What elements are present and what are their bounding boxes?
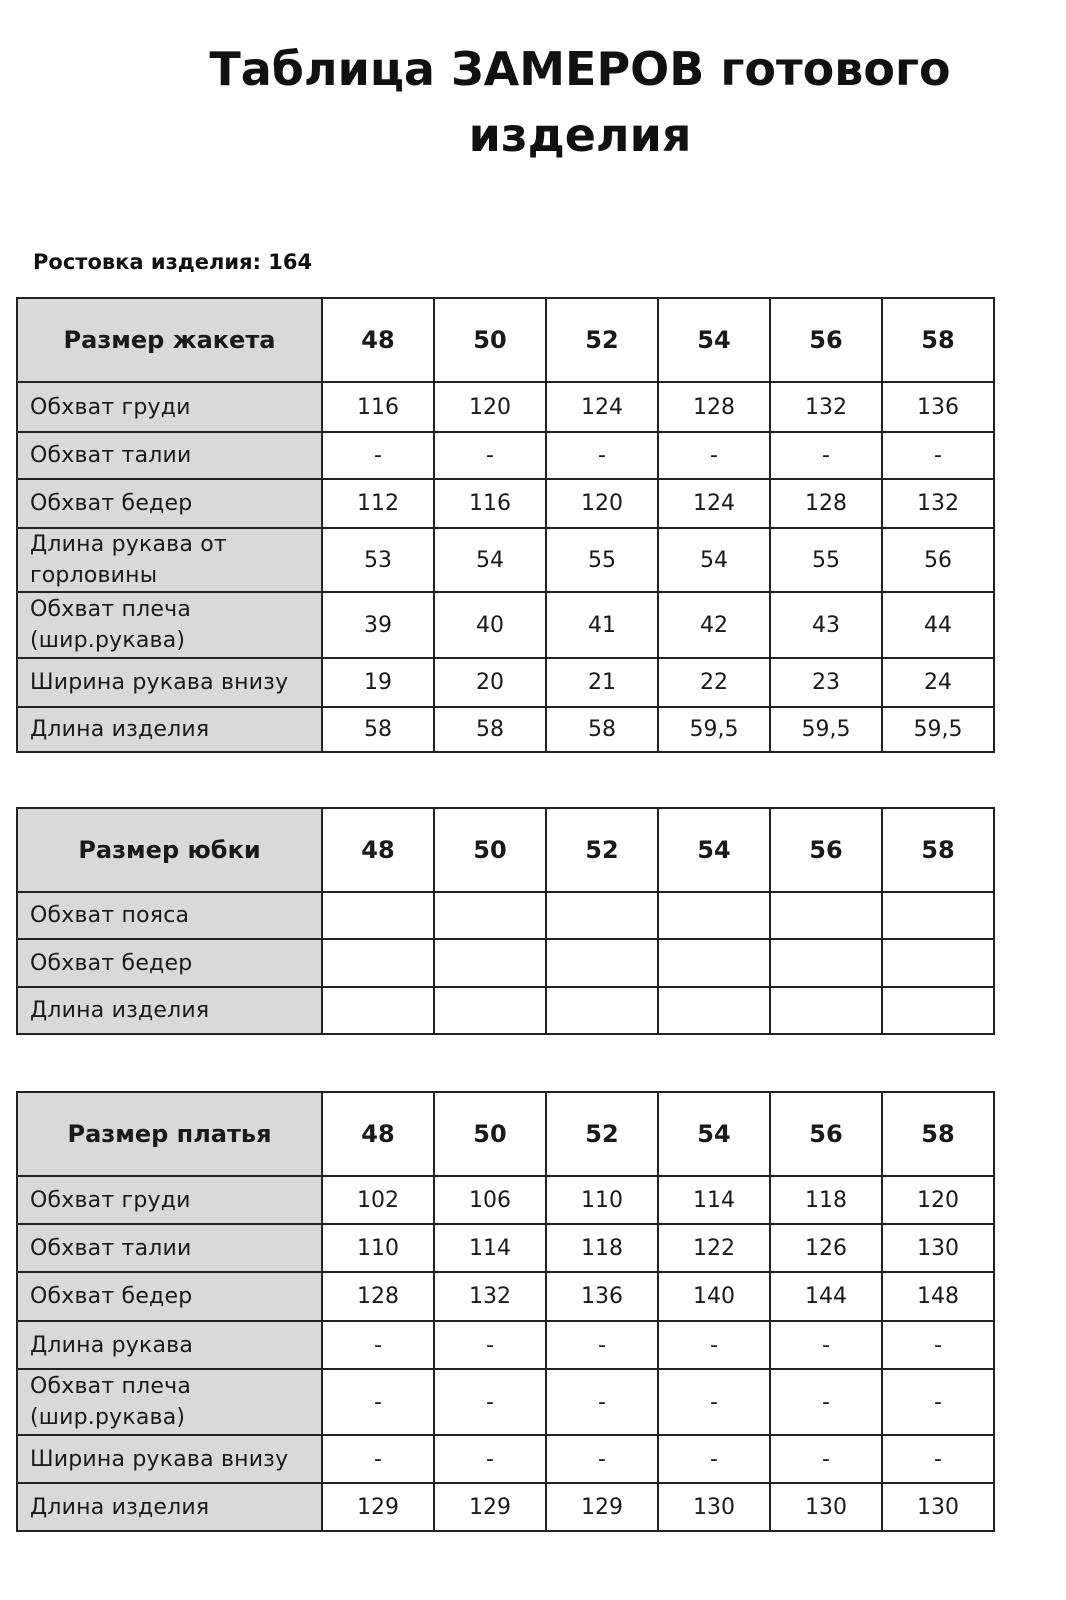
size-header-cell: 54	[658, 298, 770, 382]
table-row	[17, 939, 994, 987]
table-header-label: Размер юбки	[17, 808, 322, 892]
table-row	[17, 1176, 994, 1224]
size-header-cell: 58	[882, 298, 994, 382]
value-cell: 140	[658, 1272, 770, 1321]
value-cell: 118	[546, 1224, 658, 1272]
row-label: Обхват бедер	[17, 1272, 322, 1321]
value-cell	[658, 892, 770, 939]
value-cell: 132	[770, 382, 882, 432]
value-cell: 124	[546, 382, 658, 432]
table-header-label: Размер жакета	[17, 298, 322, 382]
table-row	[17, 592, 994, 658]
value-cell: 114	[434, 1224, 546, 1272]
size-header-cell: 56	[770, 298, 882, 382]
value-cell	[882, 987, 994, 1034]
value-cell	[546, 892, 658, 939]
value-cell: 58	[322, 707, 434, 752]
value-cell: 58	[546, 707, 658, 752]
value-cell: 54	[658, 528, 770, 592]
value-cell: -	[546, 1321, 658, 1369]
size-header-cell: 56	[770, 808, 882, 892]
value-cell: 20	[434, 658, 546, 707]
size-header-cell: 50	[434, 808, 546, 892]
table-row	[17, 1321, 994, 1369]
value-cell: -	[882, 1435, 994, 1483]
value-cell: 56	[882, 528, 994, 592]
row-label: Длина изделия	[17, 987, 322, 1034]
table-row	[17, 1435, 994, 1483]
value-cell: 110	[322, 1224, 434, 1272]
value-cell: 116	[434, 479, 546, 528]
table-row	[17, 528, 994, 592]
value-cell: 43	[770, 592, 882, 658]
size-header-cell: 58	[882, 808, 994, 892]
value-cell: 40	[434, 592, 546, 658]
value-cell: 24	[882, 658, 994, 707]
value-cell: 54	[434, 528, 546, 592]
table-row	[17, 479, 994, 528]
jacket-size-table	[16, 297, 995, 753]
value-cell: -	[658, 432, 770, 479]
row-label: Обхват бедер	[17, 479, 322, 528]
value-cell: 128	[658, 382, 770, 432]
value-cell: 110	[546, 1176, 658, 1224]
value-cell: 118	[770, 1176, 882, 1224]
size-header-cell: 48	[322, 808, 434, 892]
value-cell: 21	[546, 658, 658, 707]
row-label: Обхват пояса	[17, 892, 322, 939]
value-cell: 126	[770, 1224, 882, 1272]
value-cell: -	[434, 1321, 546, 1369]
value-cell: -	[322, 1321, 434, 1369]
value-cell: 129	[322, 1483, 434, 1531]
value-cell: 120	[882, 1176, 994, 1224]
value-cell: -	[770, 432, 882, 479]
value-cell: 55	[546, 528, 658, 592]
size-header-cell: 50	[434, 298, 546, 382]
value-cell	[882, 892, 994, 939]
value-cell: -	[546, 432, 658, 479]
value-cell: 132	[882, 479, 994, 528]
row-label: Обхват груди	[17, 1176, 322, 1224]
value-cell: 130	[882, 1483, 994, 1531]
row-label: Обхват плеча (шир.рукава)	[17, 592, 322, 658]
table-header-row	[17, 808, 994, 892]
size-header-cell: 50	[434, 1092, 546, 1176]
value-cell: -	[658, 1321, 770, 1369]
value-cell: 130	[658, 1483, 770, 1531]
value-cell	[658, 939, 770, 987]
table-header-row	[17, 298, 994, 382]
size-header-cell: 54	[658, 808, 770, 892]
size-header-cell: 52	[546, 1092, 658, 1176]
value-cell: 120	[546, 479, 658, 528]
row-label: Длина изделия	[17, 707, 322, 752]
row-label: Длина изделия	[17, 1483, 322, 1531]
value-cell: 128	[322, 1272, 434, 1321]
value-cell: -	[546, 1435, 658, 1483]
row-label: Обхват груди	[17, 382, 322, 432]
value-cell: -	[882, 1321, 994, 1369]
row-label: Обхват плеча (шир.рукава)	[17, 1369, 322, 1435]
page-title: Таблица ЗАМЕРОВ готового изделия	[209, 42, 951, 162]
value-cell: 39	[322, 592, 434, 658]
value-cell: -	[658, 1369, 770, 1435]
value-cell: 106	[434, 1176, 546, 1224]
growth-label: Ростовка изделия: 164	[33, 250, 313, 274]
table-row	[17, 987, 994, 1034]
value-cell	[882, 939, 994, 987]
row-label: Ширина рукава внизу	[17, 1435, 322, 1483]
value-cell: 44	[882, 592, 994, 658]
value-cell: 136	[546, 1272, 658, 1321]
table-header-row	[17, 1092, 994, 1176]
value-cell: -	[882, 1369, 994, 1435]
size-header-cell: 58	[882, 1092, 994, 1176]
row-label: Обхват талии	[17, 1224, 322, 1272]
value-cell: -	[322, 432, 434, 479]
table-row	[17, 707, 994, 752]
value-cell: 55	[770, 528, 882, 592]
value-cell: 116	[322, 382, 434, 432]
value-cell	[658, 987, 770, 1034]
value-cell: 129	[434, 1483, 546, 1531]
value-cell: -	[658, 1435, 770, 1483]
value-cell: 41	[546, 592, 658, 658]
value-cell	[434, 939, 546, 987]
value-cell	[770, 939, 882, 987]
size-header-cell: 52	[546, 298, 658, 382]
table-row	[17, 658, 994, 707]
table-row	[17, 432, 994, 479]
value-cell: 130	[770, 1483, 882, 1531]
value-cell: 59,5	[658, 707, 770, 752]
table-row	[17, 1224, 994, 1272]
value-cell: 59,5	[770, 707, 882, 752]
value-cell: -	[322, 1369, 434, 1435]
value-cell: -	[770, 1435, 882, 1483]
value-cell: 132	[434, 1272, 546, 1321]
table-row	[17, 1369, 994, 1435]
value-cell	[434, 987, 546, 1034]
value-cell: 124	[658, 479, 770, 528]
value-cell: -	[770, 1369, 882, 1435]
value-cell	[546, 939, 658, 987]
value-cell: -	[434, 432, 546, 479]
value-cell: 130	[882, 1224, 994, 1272]
value-cell: 22	[658, 658, 770, 707]
row-label: Длина рукава от горловины	[17, 528, 322, 592]
value-cell	[770, 987, 882, 1034]
row-label: Ширина рукава внизу	[17, 658, 322, 707]
table-row	[17, 1272, 994, 1321]
value-cell: 120	[434, 382, 546, 432]
value-cell: -	[546, 1369, 658, 1435]
value-cell: 58	[434, 707, 546, 752]
value-cell: -	[434, 1435, 546, 1483]
value-cell: 59,5	[882, 707, 994, 752]
value-cell	[322, 939, 434, 987]
value-cell	[434, 892, 546, 939]
value-cell: 148	[882, 1272, 994, 1321]
value-cell: -	[882, 432, 994, 479]
size-header-cell: 56	[770, 1092, 882, 1176]
dress-size-table	[16, 1091, 995, 1532]
row-label: Длина рукава	[17, 1321, 322, 1369]
row-label: Обхват бедер	[17, 939, 322, 987]
size-header-cell: 54	[658, 1092, 770, 1176]
table-row	[17, 1483, 994, 1531]
skirt-size-table	[16, 807, 995, 1035]
size-header-cell: 52	[546, 808, 658, 892]
value-cell: 53	[322, 528, 434, 592]
value-cell	[770, 892, 882, 939]
value-cell: -	[322, 1435, 434, 1483]
value-cell: 42	[658, 592, 770, 658]
value-cell: 112	[322, 479, 434, 528]
size-header-cell: 48	[322, 1092, 434, 1176]
value-cell: -	[434, 1369, 546, 1435]
value-cell: 129	[546, 1483, 658, 1531]
value-cell: 23	[770, 658, 882, 707]
table-row	[17, 382, 994, 432]
table-row	[17, 892, 994, 939]
value-cell: 144	[770, 1272, 882, 1321]
value-cell: 122	[658, 1224, 770, 1272]
value-cell: 114	[658, 1176, 770, 1224]
value-cell	[322, 892, 434, 939]
value-cell: 102	[322, 1176, 434, 1224]
value-cell: -	[770, 1321, 882, 1369]
value-cell: 128	[770, 479, 882, 528]
value-cell	[322, 987, 434, 1034]
value-cell: 136	[882, 382, 994, 432]
value-cell	[546, 987, 658, 1034]
size-header-cell: 48	[322, 298, 434, 382]
table-header-label: Размер платья	[17, 1092, 322, 1176]
row-label: Обхват талии	[17, 432, 322, 479]
value-cell: 19	[322, 658, 434, 707]
